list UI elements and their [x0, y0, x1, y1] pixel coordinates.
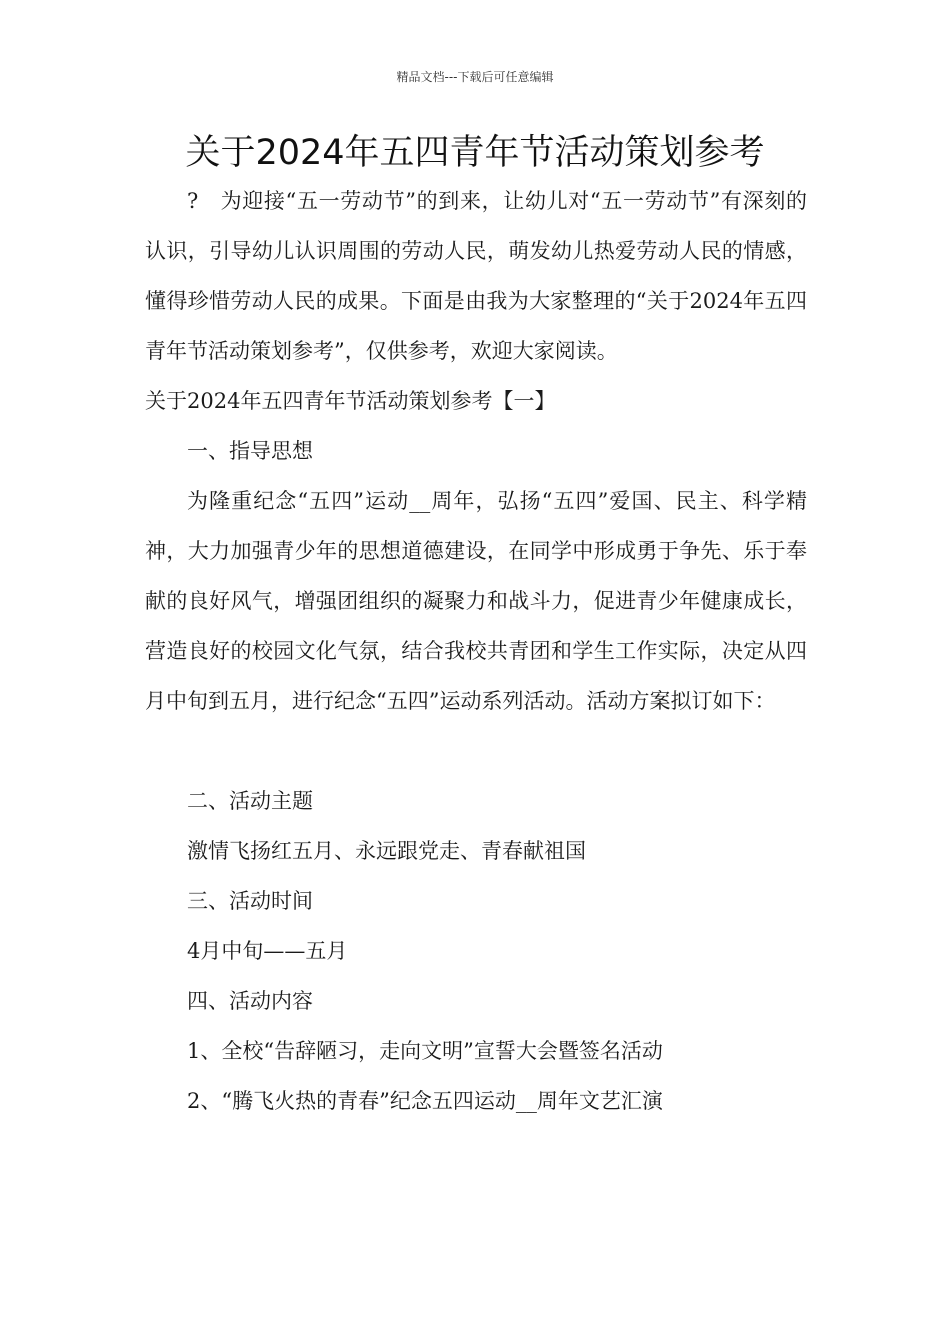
document-title: 关于2024年五四青年节活动策划参考: [185, 133, 765, 173]
heading-activity-theme: 二、活动主题: [187, 789, 313, 813]
guiding-ideology-paragraph: 为隆重纪念“五四”运动__周年，弘扬“五四”爱国、民主、科学精神，大力加强青少年的思想道德建设，在同学中形成勇于争先、乐于奉献的良好风气，增强团组织的凝聚力和战斗力，促进青少年健康成长，营造良好的校园文化气氛，结合我校共青团和学生工作实际，决定从四月中旬到五月，进行纪念“五四”运动系列活动。活动方案拟订如下：: [145, 489, 807, 713]
activity-theme-text: 激情飞扬红五月、永远跟党走、青春献祖国: [187, 839, 586, 863]
document-body: [145, 176, 807, 1126]
intro-paragraph: ? 为迎接“五一劳动节”的到来，让幼儿对“五一劳动节”有深刻的认识，引导幼儿认识周围的劳动人民，萌发幼儿热爱劳动人民的情感，懂得珍惜劳动人民的成果。下面是由我为大家整理的“关于2024年五四青年节活动策划参考”，仅供参考，欢迎大家阅读。: [145, 189, 807, 363]
activity-item-1: 1、全校“告辞陋习，走向文明”宣誓大会暨签名活动: [187, 1039, 663, 1063]
blank-line: [145, 726, 807, 776]
page-header-note: 精品文档---下载后可任意编辑: [396, 70, 554, 84]
heading-activity-time: 三、活动时间: [187, 889, 313, 913]
activity-item-2: 2、“腾飞火热的青春”纪念五四运动__周年文艺汇演: [187, 1089, 663, 1113]
section-heading: 关于2024年五四青年节活动策划参考【一】: [145, 389, 556, 413]
activity-time-text: 4月中旬——五月: [187, 939, 348, 963]
heading-activity-content: 四、活动内容: [187, 989, 313, 1013]
heading-guiding-ideology: 一、指导思想: [187, 439, 313, 463]
